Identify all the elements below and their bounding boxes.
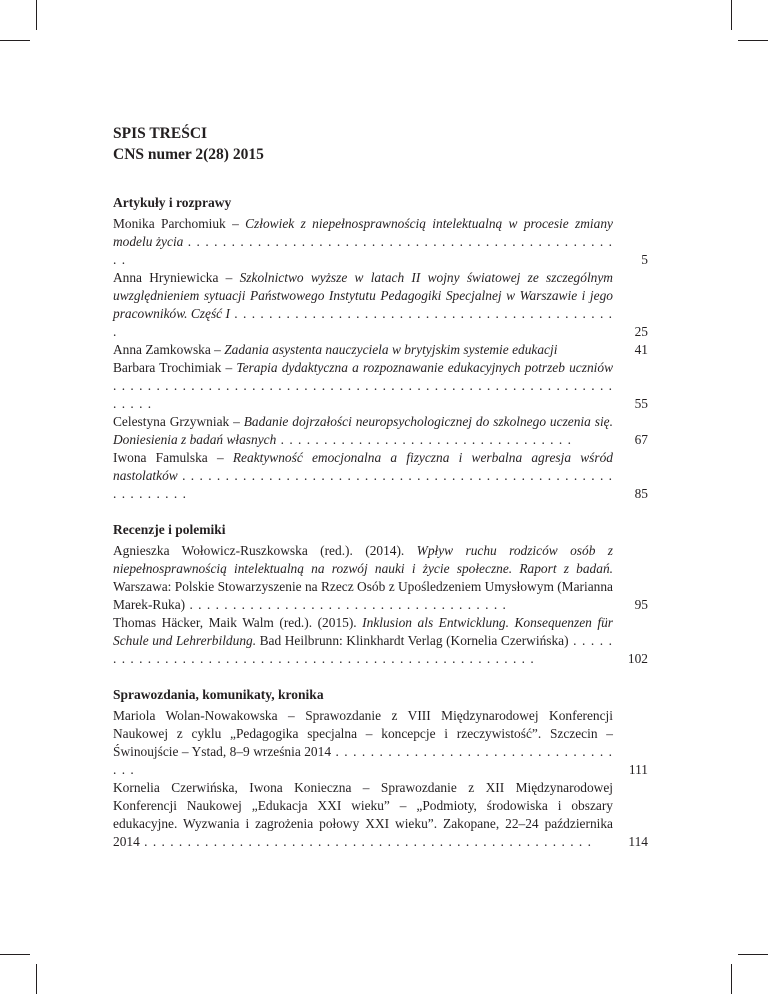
entry-details: Mariola Wolan-Nowakowska – Sprawozdanie z VIII Międzynarodowej Konferencji Naukowej z cyklu „Pedagogika specjalna – koncepcje i rzeczywistość”. Szczecin – Świnoujście – Ystad, 8–9 września 2014 bbox=[113, 708, 613, 759]
section-articles bbox=[113, 194, 648, 503]
entry-details: Bad Heilbrunn: Klinkhardt Verlag (Kornelia Czerwińska) bbox=[259, 633, 569, 648]
entry-title: Badanie dojrzałości neuropsychologicznej do szkolnego uczenia się. Doniesienia z badań własnych bbox=[113, 414, 613, 447]
entry-author: Anna Zamkowska – bbox=[113, 342, 221, 357]
crop-mark bbox=[738, 954, 768, 955]
section-title: Recenzje i polemiki bbox=[113, 522, 226, 537]
entry-author: Anna Hryniewicka – bbox=[113, 270, 233, 285]
entry-author: Agnieszka Wołowicz-Ruszkowska (red.). (2014). bbox=[113, 543, 405, 558]
entry-page: 114 bbox=[628, 834, 648, 849]
crop-mark bbox=[731, 0, 732, 30]
toc-entry[interactable]: Agnieszka Wołowicz-Ruszkowska (red.). (2014). Wpływ ruchu rodziców osób z niepełnosprawnością intelektualną na rozwój nauki i życie społeczne. Raport z badań. Warszawa: Polskie Stowarzyszenie na Rzecz Osób z Upośledzeniem Umysłowym (Marianna Marek-Ruka) . . . . . . . . . . . . . . . . . . . . . . . . . . . . . . . . . . . . . 95 bbox=[113, 543, 648, 612]
toc-entry[interactable]: Celestyna Grzywniak – Badanie dojrzałości neuropsychologicznej do szkolnego uczenia się. Doniesienia z badań własnych . . . . . . . . . . . . . . . . . . . . . . . . . . . . . . . . . . 67 bbox=[113, 414, 648, 447]
crop-mark bbox=[0, 954, 30, 955]
entry-details: Kornelia Czerwińska, Iwona Konieczna – Sprawozdanie z XII Międzynarodowej Konferencji Naukowej „Edukacja XXI wieku” – „Podmioty, środowiska i obszary edukacyjne. Wyzwania i zagrożenia połowy XXI wieku”. Zakopane, 22–24 października 2014 bbox=[113, 780, 613, 849]
entry-page: 111 bbox=[628, 762, 648, 777]
entry-title: Reaktywność emocjonalna a fizyczna i werbalna agresja wśród nastolatków bbox=[113, 450, 613, 483]
entry-title: Szkolnictwo wyższe w latach II wojny światowej ze szczególnym uwzględnieniem sytuacji Państwowego Instytutu Pedagogiki Specjalnej w Warszawie i jego pracowników. Część I bbox=[113, 270, 613, 321]
toc-entry[interactable]: Kornelia Czerwińska, Iwona Konieczna – Sprawozdanie z XII Międzynarodowej Konferencji Naukowej „Edukacja XXI wieku” – „Podmioty, środowiska i obszary edukacyjne. Wyzwania i zagrożenia połowy XXI wieku”. Zakopane, 22–24 października 2014 . . . . . . . . . . . . . . . . . . . . . . . . . . . . . . . . . . . . . . . . . . . . . . . . . . . . 114 bbox=[113, 780, 648, 849]
toc-entry[interactable]: Iwona Famulska – Reaktywność emocjonalna a fizyczna i werbalna agresja wśród nastolatków . . . . . . . . . . . . . . . . . . . . . . . . . . . . . . . . . . . . . . . . . . . . . . . . . . . . . . . . . . . 85 bbox=[113, 450, 648, 501]
toc-entry[interactable]: Mariola Wolan-Nowakowska – Sprawozdanie z VIII Międzynarodowej Konferencji Naukowej z cyklu „Pedagogika specjalna – koncepcje i rzeczywistość”. Szczecin – Świnoujście – Ystad, 8–9 września 2014 . . . . . . . . . . . . . . . . . . . . . . . . . . . . . . . . . . . 111 bbox=[113, 708, 648, 777]
entry-author: Barbara Trochimiak – bbox=[113, 360, 233, 375]
toc-entry[interactable]: Thomas Häcker, Maik Walm (red.). (2015). Inklusion als Entwicklung. Konsequenzen für Schule und Lehrerbildung. Bad Heilbrunn: Klinkhardt Verlag (Kornelia Czerwińska) . . . . . . . . . . . . . . . . . . . . . . . . . . . . . . . . . . . . . . . . . . . . . . . . . . . . . . 102 bbox=[113, 615, 648, 666]
toc-entry[interactable] bbox=[113, 341, 648, 359]
entry-page: 85 bbox=[634, 486, 648, 501]
entry-page: 25 bbox=[634, 324, 648, 339]
entry-author: Monika Parchomiuk – bbox=[113, 216, 239, 231]
crop-mark bbox=[731, 964, 732, 994]
crop-mark bbox=[36, 964, 37, 994]
entry-author: Thomas Häcker, Maik Walm (red.). (2015). bbox=[113, 615, 357, 630]
crop-mark bbox=[738, 40, 768, 41]
crop-mark bbox=[0, 40, 30, 41]
entry-author: Celestyna Grzywniak – bbox=[113, 414, 240, 429]
entry-details: Warszawa: Polskie Stowarzyszenie na Rzecz Osób z Upośledzeniem Umysłowym (Marianna Marek-Ruka) bbox=[113, 579, 613, 612]
toc-title: SPIS TREŚCI bbox=[113, 125, 208, 142]
toc-entry[interactable]: Anna Hryniewicka – Szkolnictwo wyższe w latach II wojny światowej ze szczególnym uwzględnieniem sytuacji Państwowego Instytutu Pedagogiki Specjalnej w Warszawie i jego pracowników. Część I . . . . . . . . . . . . . . . . . . . . . . . . . . . . . . . . . . . . . . . . . . . . . 25 bbox=[113, 270, 648, 339]
entry-page: 67 bbox=[634, 432, 648, 447]
entry-title: Zadania asystenta nauczyciela w brytyjskim systemie edukacji bbox=[224, 342, 558, 357]
issue-number: CNS numer 2(28) 2015 bbox=[113, 146, 264, 163]
entry-page: 95 bbox=[634, 597, 648, 612]
toc-entry[interactable]: Barbara Trochimiak – Terapia dydaktyczna a rozpoznawanie edukacyjnych potrzeb uczniów . . . . . . . . . . . . . . . . . . . . . . . . . . . . . . . . . . . . . . . . . . . . . . . . . . . . . . . . . . . . . . . 55 bbox=[113, 360, 648, 411]
toc-entry[interactable]: Monika Parchomiuk – Człowiek z niepełnosprawnością intelektualną w procesie zmiany modelu życia . . . . . . . . . . . . . . . . . . . . . . . . . . . . . . . . . . . . . . . . . . . . . . . . . . . 5 bbox=[113, 216, 648, 267]
section-reviews bbox=[113, 521, 648, 668]
section-reports bbox=[113, 686, 648, 851]
entry-page: 55 bbox=[634, 396, 648, 411]
entry-title: Wpływ ruchu rodziców osób z niepełnosprawnością intelektualną na rozwój nauki i życie społeczne. Raport z badań. bbox=[113, 543, 613, 576]
section-title: Sprawozdania, komunikaty, kronika bbox=[113, 687, 324, 702]
entry-title: Człowiek z niepełnosprawnością intelektualną w procesie zmiany modelu życia bbox=[113, 216, 613, 249]
entry-page: 102 bbox=[627, 651, 648, 666]
entry-page: 41 bbox=[634, 342, 648, 357]
crop-mark bbox=[36, 0, 37, 30]
entry-author: Iwona Famulska – bbox=[113, 450, 224, 465]
entry-title: Terapia dydaktyczna a rozpoznawanie edukacyjnych potrzeb uczniów bbox=[236, 360, 613, 375]
table-of-contents bbox=[113, 123, 648, 851]
toc-heading bbox=[113, 123, 648, 165]
entry-title: Inklusion als Entwicklung. Konsequenzen für Schule und Lehrerbildung. bbox=[113, 615, 613, 648]
section-title: Artykuły i rozprawy bbox=[113, 195, 232, 210]
entry-page: 5 bbox=[641, 252, 648, 267]
